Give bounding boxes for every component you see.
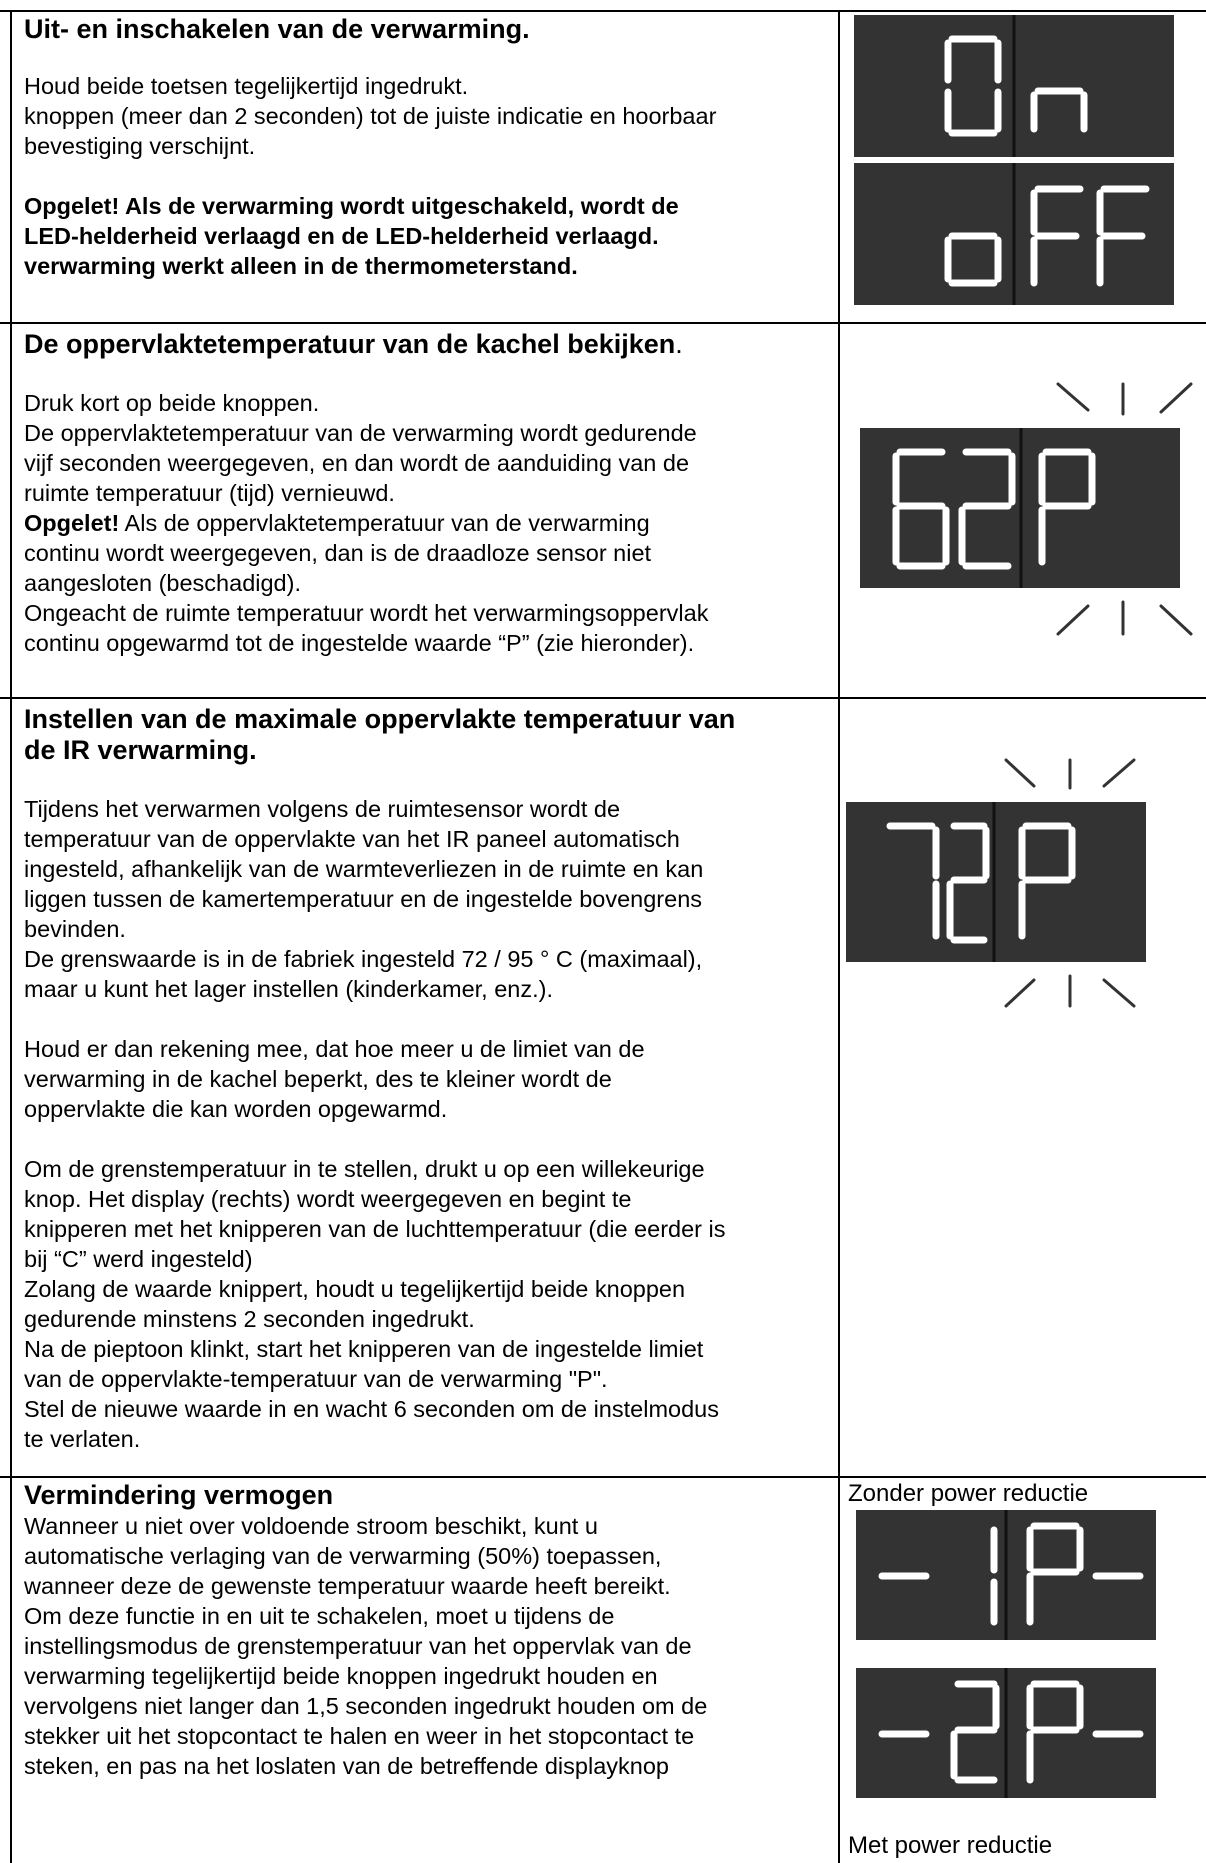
section-title-line: de IR verwarming. <box>24 735 257 765</box>
text-line: temperatuur van de oppervlakte van het IR paneel automatisch <box>24 826 680 852</box>
warning-line <box>24 508 824 538</box>
caption-without-reduction: Zonder power reductie <box>848 1480 1089 1507</box>
text-line: Druk kort op beide knoppen. <box>24 390 320 416</box>
warning-line: verwarming werkt alleen in de thermometerstand. <box>24 253 578 279</box>
row-divider-1 <box>0 322 1206 324</box>
section-power-reduction <box>24 1480 824 1781</box>
text-line: bij “C” werd ingesteld) <box>24 1246 253 1272</box>
text-line: verwarming in de kachel beperkt, des te kleiner wordt de <box>24 1066 612 1092</box>
text-line: bevestiging verschijnt. <box>24 133 256 159</box>
table-top-rule <box>0 10 1206 12</box>
caption-with-reduction: Met power reductie <box>848 1832 1053 1859</box>
text-line: Houd beide toetsen tegelijkertijd ingedrukt. <box>24 73 469 99</box>
text-line: stekker uit het stopcontact te halen en weer in het stopcontact te <box>24 1723 695 1749</box>
led-display-72p-blinking <box>846 754 1146 1014</box>
section-title <box>24 329 824 360</box>
warning-line: Opgelet! Als de verwarming wordt uitgeschakeld, wordt de <box>24 193 679 219</box>
column-left-rule <box>10 10 12 1863</box>
text-line: Zolang de waarde knippert, houdt u tegelijkertijd beide knoppen <box>24 1276 686 1302</box>
led-display-off <box>854 163 1174 305</box>
text-line: bevinden. <box>24 916 126 942</box>
led-display-2p <box>856 1668 1156 1798</box>
section-max-surface-temperature <box>24 704 824 1454</box>
text-line: oppervlakte die kan worden opgewarmd. <box>24 1096 448 1122</box>
led-display-on <box>854 15 1174 157</box>
text-line: vervolgens niet langer dan 1,5 seconden ingedrukt houden om de <box>24 1693 708 1719</box>
text-line: ruimte temperatuur (tijd) vernieuwd. <box>24 480 395 506</box>
text-line: maar u kunt het lager instellen (kinderkamer, enz.). <box>24 976 554 1002</box>
text-line: ingesteld, afhankelijk van de warmteverliezen in de ruimte en kan <box>24 856 704 882</box>
text-line: Stel de nieuwe waarde in en wacht 6 seconden om de instelmodus <box>24 1396 719 1422</box>
text-line: Om de grenstemperatuur in te stellen, drukt u op een willekeurige <box>24 1156 705 1182</box>
led-display-1p <box>856 1510 1156 1640</box>
warning-text: Als de oppervlaktetemperatuur van de verwarming <box>119 510 650 536</box>
text-line: knop. Het display (rechts) wordt weergegeven en begint te <box>24 1186 632 1212</box>
text-line: vijf seconden weergegeven, en dan wordt de aanduiding van de <box>24 450 690 476</box>
text-line: instellingsmodus de grenstemperatuur van het oppervlak van de <box>24 1633 692 1659</box>
text-line: Tijdens het verwarmen volgens de ruimtesensor wordt de <box>24 796 621 822</box>
text-line: steken, en pas na het loslaten van de betreffende displayknop <box>24 1753 669 1779</box>
text-line: van de oppervlakte-temperatuur van de verwarming "P". <box>24 1366 608 1392</box>
section-title-text: De oppervlaktetemperatuur van de kachel bekijken <box>24 329 676 359</box>
row-divider-2 <box>0 697 1206 699</box>
section-title-line: Instellen van de maximale oppervlakte temperatuur van <box>24 704 736 734</box>
warning-line: LED-helderheid verlaagd en de LED-helderheid verlaagd. <box>24 223 659 249</box>
text-line: aangesloten (beschadigd). <box>24 570 301 596</box>
section-power-toggle <box>24 14 824 281</box>
section-title: Uit- en inschakelen van de verwarming. <box>24 14 530 44</box>
section-surface-temperature <box>24 329 824 658</box>
text-line: continu wordt weergegeven, dan is de draadloze sensor niet <box>24 540 652 566</box>
section-title: Vermindering vermogen <box>24 1480 334 1510</box>
text-line: Wanneer u niet over voldoende stroom beschikt, kunt u <box>24 1513 598 1539</box>
text-line: De grenswaarde is in de fabriek ingesteld 72 / 95 ° C (maximaal), <box>24 946 703 972</box>
text-line: De oppervlaktetemperatuur van de verwarming wordt gedurende <box>24 420 697 446</box>
warning-label: Opgelet! <box>24 510 120 536</box>
text-line: knoppen (meer dan 2 seconden) tot de juiste indicatie en hoorbaar <box>24 103 717 129</box>
text-line: Ongeacht de ruimte temperatuur wordt het verwarmingsoppervlak <box>24 600 709 626</box>
text-line: continu opgewarmd tot de ingestelde waarde “P” (zie hieronder). <box>24 630 695 656</box>
text-line: liggen tussen de kamertemperatuur en de ingestelde bovengrens <box>24 886 703 912</box>
row-divider-3 <box>0 1476 1206 1478</box>
text-line: knipperen met het knipperen van de luchttemperatuur (die eerder is <box>24 1216 726 1242</box>
text-line: gedurende minstens 2 seconden ingedrukt. <box>24 1306 475 1332</box>
text-line: automatische verlaging van de verwarming (50%) toepassen, <box>24 1543 662 1569</box>
column-divider <box>838 10 840 1863</box>
text-line: wanneer deze de gewenste temperatuur waarde heeft bereikt. <box>24 1573 671 1599</box>
text-line: te verlaten. <box>24 1426 141 1452</box>
text-line: Houd er dan rekening mee, dat hoe meer u de limiet van de <box>24 1036 645 1062</box>
section-title-suffix: . <box>675 329 683 359</box>
text-line: Na de pieptoon klinkt, start het knipperen van de ingestelde limiet <box>24 1336 704 1362</box>
text-line: verwarming tegelijkertijd beide knoppen ingedrukt houden en <box>24 1663 658 1689</box>
text-line: Om deze functie in en uit te schakelen, moet u tijdens de <box>24 1603 615 1629</box>
led-display-62p-blinking <box>846 380 1196 640</box>
